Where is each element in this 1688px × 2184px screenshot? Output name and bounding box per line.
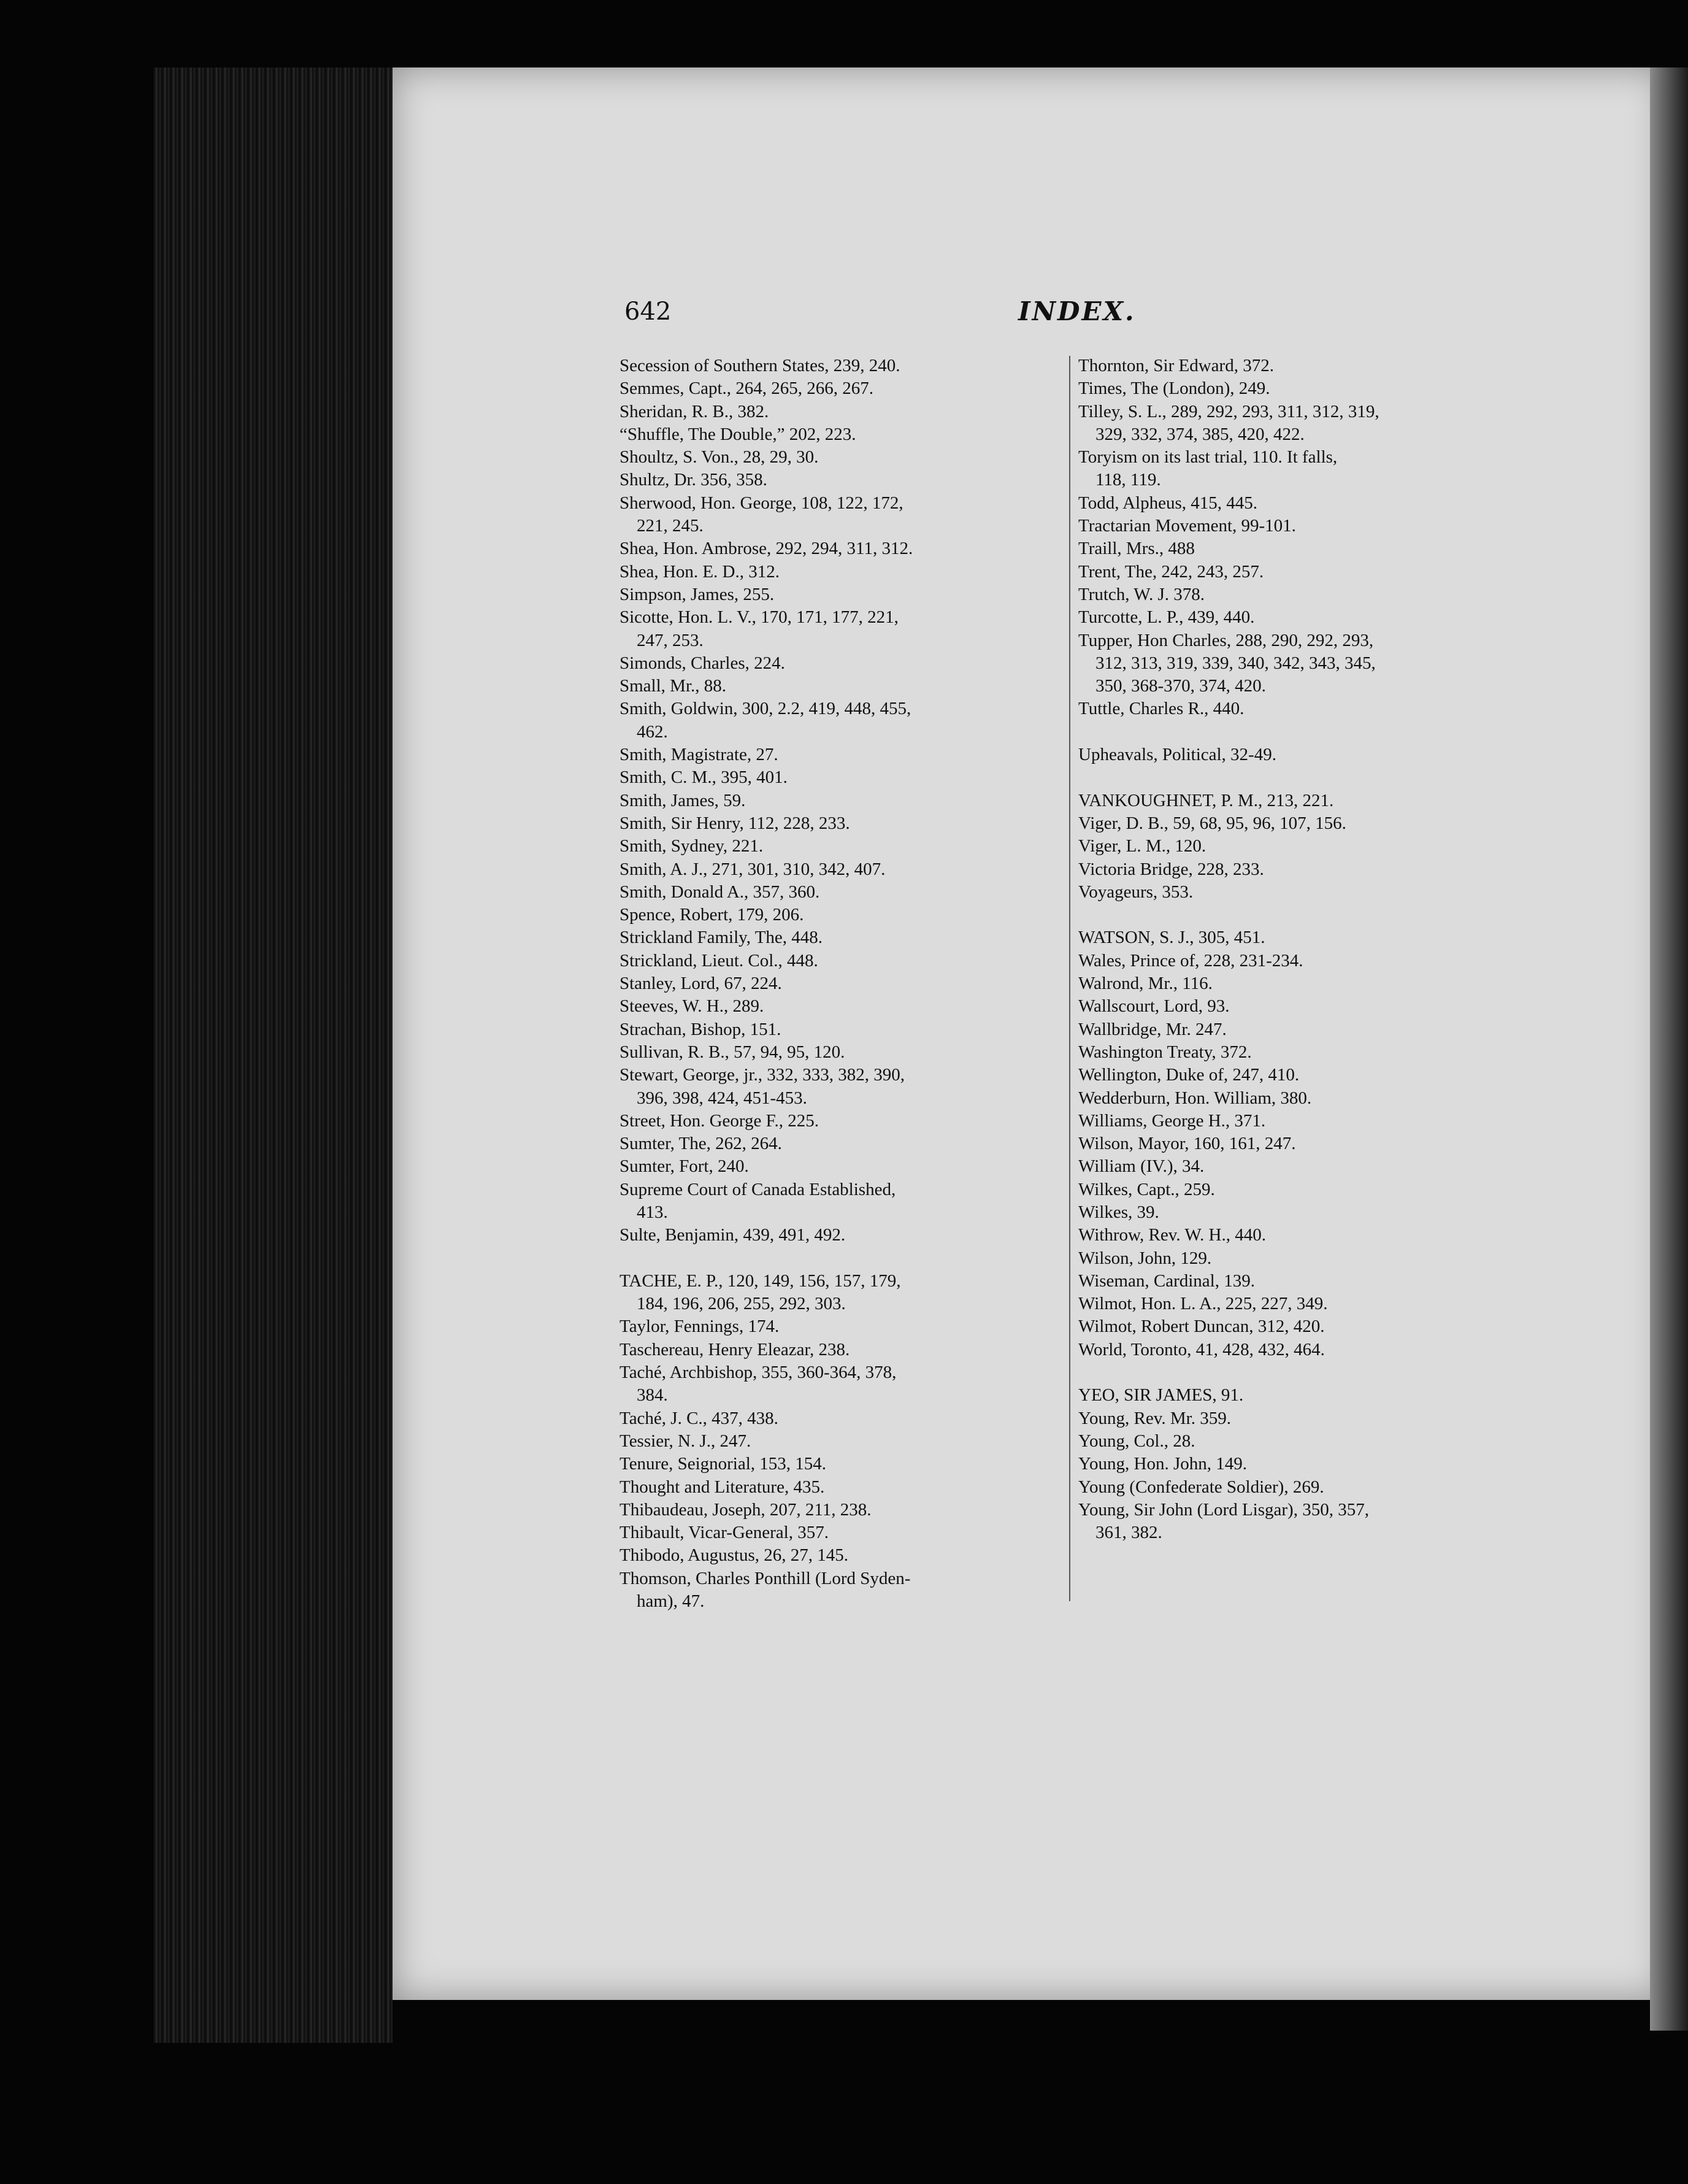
index-entry: Young, Rev. Mr. 359. <box>1078 1408 1231 1428</box>
section-gap <box>620 1247 1061 1270</box>
page-number: 642 <box>624 298 672 326</box>
index-entry: Street, Hon. George F., 225. <box>620 1110 819 1131</box>
index-entry: Young (Confederate Soldier), 269. <box>1078 1477 1324 1497</box>
index-entry: Sumter, Fort, 240. <box>620 1156 749 1177</box>
index-entry: Wilson, John, 129. <box>1078 1248 1212 1268</box>
index-entry: Smith, Sir Henry, 112, 228, 233. <box>620 813 850 833</box>
index-entry: Smith, James, 59. <box>620 790 746 810</box>
index-entry: Sicotte, Hon. L. V., 170, 171, 177, 221, 247, 253. <box>620 607 899 650</box>
index-entry: Wilmot, Hon. L. A., 225, 227, 349. <box>1078 1294 1328 1314</box>
index-entry: Stewart, George, jr., 332, 333, 382, 390, 396, 398, 424, 451-453. <box>620 1065 905 1108</box>
index-entry: Stanley, Lord, 67, 224. <box>620 974 782 994</box>
index-entry: Semmes, Capt., 264, 265, 266, 267. <box>620 379 874 399</box>
section-gap <box>1078 1361 1531 1384</box>
index-entry: Wilmot, Robert Duncan, 312, 420. <box>1078 1317 1325 1337</box>
index-entry: Tuttle, Charles R., 440. <box>1078 699 1245 719</box>
index-entry: Viger, L. M., 120. <box>1078 836 1207 856</box>
page-gutter-shadow <box>1650 67 1688 2031</box>
index-entry: Sulte, Benjamin, 439, 491, 492. <box>620 1225 846 1245</box>
index-entry: Taylor, Fennings, 174. <box>620 1317 780 1337</box>
index-entry: Thibodo, Augustus, 26, 27, 145. <box>620 1545 848 1566</box>
index-entry: Upheavals, Political, 32-49. <box>1078 745 1276 765</box>
index-entry: Sullivan, R. B., 57, 94, 95, 120. <box>620 1042 845 1062</box>
index-entry: Sumter, The, 262, 264. <box>620 1134 782 1154</box>
index-entry: Trent, The, 242, 243, 257. <box>1078 561 1264 582</box>
index-entry: Tenure, Seignorial, 153, 154. <box>620 1454 827 1474</box>
index-entry: Withrow, Rev. W. H., 440. <box>1078 1225 1267 1245</box>
index-entry: Taschereau, Henry Eleazar, 238. <box>620 1339 850 1359</box>
index-entry: Shea, Hon. Ambrose, 292, 294, 311, 312. <box>620 539 913 559</box>
index-entry: Shoultz, S. Von., 28, 29, 30. <box>620 447 819 467</box>
section-gap <box>1078 721 1531 744</box>
index-entry: Traill, Mrs., 488 <box>1078 539 1195 559</box>
index-entry: Secession of Southern States, 239, 240. <box>620 356 900 375</box>
index-entry: Smith, C. M., 395, 401. <box>620 767 788 788</box>
index-entry: Supreme Court of Canada Established, 413. <box>620 1179 896 1222</box>
index-entry: Toryism on its last trial, 110. It falls, 118, 119. <box>1078 447 1338 490</box>
index-entry: Turcotte, L. P., 439, 440. <box>1078 607 1255 628</box>
column-divider <box>1069 356 1070 1601</box>
index-entry: Thomson, Charles Ponthill (Lord Syden- ham), 47. <box>620 1568 911 1612</box>
index-entry: Taché, J. C., 437, 438. <box>620 1408 778 1428</box>
index-entry: Small, Mr., 88. <box>620 676 727 696</box>
index-entry: Smith, A. J., 271, 301, 310, 342, 407. <box>620 859 886 879</box>
index-entry: WATSON, S. J., 305, 451. <box>1078 928 1265 948</box>
index-entry: Shultz, Dr. 356, 358. <box>620 470 767 490</box>
index-entry: VANKOUGHNET, P. M., 213, 221. <box>1078 790 1334 810</box>
index-entry: Strickland Family, The, 448. <box>620 928 823 948</box>
index-entry: Trutch, W. J. 378. <box>1078 584 1205 604</box>
section-gap <box>1078 904 1531 926</box>
index-entry: Victoria Bridge, 228, 233. <box>1078 859 1264 879</box>
index-entry: Todd, Alpheus, 415, 445. <box>1078 493 1257 513</box>
index-entry: Smith, Donald A., 357, 360. <box>620 882 820 902</box>
index-entry: Simonds, Charles, 224. <box>620 653 785 673</box>
running-head: INDEX. <box>1018 296 1136 326</box>
index-entry: Voyageurs, 353. <box>1078 882 1194 902</box>
index-entry: Wallscourt, Lord, 93. <box>1078 996 1230 1017</box>
index-entry: Shea, Hon. E. D., 312. <box>620 561 780 582</box>
index-entry: Young, Hon. John, 149. <box>1078 1454 1248 1474</box>
index-column-left <box>620 355 1061 1613</box>
book-page-edges <box>153 67 393 2043</box>
index-entry: Steeves, W. H., 289. <box>620 996 764 1017</box>
index-entry: Wales, Prince of, 228, 231-234. <box>1078 950 1303 971</box>
index-entry: Tupper, Hon Charles, 288, 290, 292, 293, 312, 313, 319, 339, 340, 342, 343, 345, 350, 368-370, 374, 420. <box>1078 630 1376 696</box>
index-entry: Thought and Literature, 435. <box>620 1477 825 1497</box>
index-entry: Wellington, Duke of, 247, 410. <box>1078 1065 1300 1085</box>
index-entry: Walrond, Mr., 116. <box>1078 974 1213 994</box>
index-entry: Simpson, James, 255. <box>620 584 775 604</box>
index-entry: YEO, SIR JAMES, 91. <box>1078 1385 1244 1405</box>
index-entry: Sheridan, R. B., 382. <box>620 401 769 421</box>
index-entry: Tessier, N. J., 247. <box>620 1431 751 1451</box>
index-entry: Viger, D. B., 59, 68, 95, 96, 107, 156. <box>1078 813 1346 833</box>
index-entry: Thibault, Vicar-General, 357. <box>620 1523 829 1543</box>
index-entry: TACHE, E. P., 120, 149, 156, 157, 179, 184, 196, 206, 255, 292, 303. <box>620 1271 901 1314</box>
index-entry: Young, Sir John (Lord Lisgar), 350, 357, 361, 382. <box>1078 1499 1369 1543</box>
index-entry: Wiseman, Cardinal, 139. <box>1078 1271 1255 1291</box>
index-entry: Strachan, Bishop, 151. <box>620 1019 781 1039</box>
index-column-right <box>1078 355 1531 1544</box>
index-entry: Wallbridge, Mr. 247. <box>1078 1019 1227 1039</box>
index-entry: William (IV.), 34. <box>1078 1156 1205 1177</box>
index-entry: Washington Treaty, 372. <box>1078 1042 1252 1062</box>
index-entry: Taché, Archbishop, 355, 360-364, 378, 384. <box>620 1363 897 1405</box>
index-entry: Wedderburn, Hon. William, 380. <box>1078 1088 1312 1108</box>
index-entry: Thibaudeau, Joseph, 207, 211, 238. <box>620 1499 872 1520</box>
index-entry: Wilkes, Capt., 259. <box>1078 1179 1215 1199</box>
index-entry: Spence, Robert, 179, 206. <box>620 905 804 925</box>
index-entry: “Shuffle, The Double,” 202, 223. <box>620 424 856 444</box>
index-entry: Thornton, Sir Edward, 372. <box>1078 356 1274 375</box>
index-entry: Strickland, Lieut. Col., 448. <box>620 950 818 971</box>
index-entry: Times, The (London), 249. <box>1078 379 1270 399</box>
index-entry: World, Toronto, 41, 428, 432, 464. <box>1078 1339 1325 1359</box>
section-gap <box>1078 766 1531 789</box>
index-entry: Williams, George H., 371. <box>1078 1110 1266 1131</box>
index-entry: Smith, Magistrate, 27. <box>620 745 778 765</box>
index-entry: Wilson, Mayor, 160, 161, 247. <box>1078 1134 1296 1154</box>
index-entry: Smith, Goldwin, 300, 2.2, 419, 448, 455, 462. <box>620 699 911 742</box>
index-entry: Wilkes, 39. <box>1078 1202 1159 1222</box>
index-entry: Tractarian Movement, 99-101. <box>1078 516 1296 536</box>
index-entry: Sherwood, Hon. George, 108, 122, 172, 221, 245. <box>620 493 903 536</box>
index-entry: Young, Col., 28. <box>1078 1431 1195 1451</box>
index-entry: Smith, Sydney, 221. <box>620 836 764 856</box>
index-entry: Tilley, S. L., 289, 292, 293, 311, 312, 319, 329, 332, 374, 385, 420, 422. <box>1078 401 1379 444</box>
